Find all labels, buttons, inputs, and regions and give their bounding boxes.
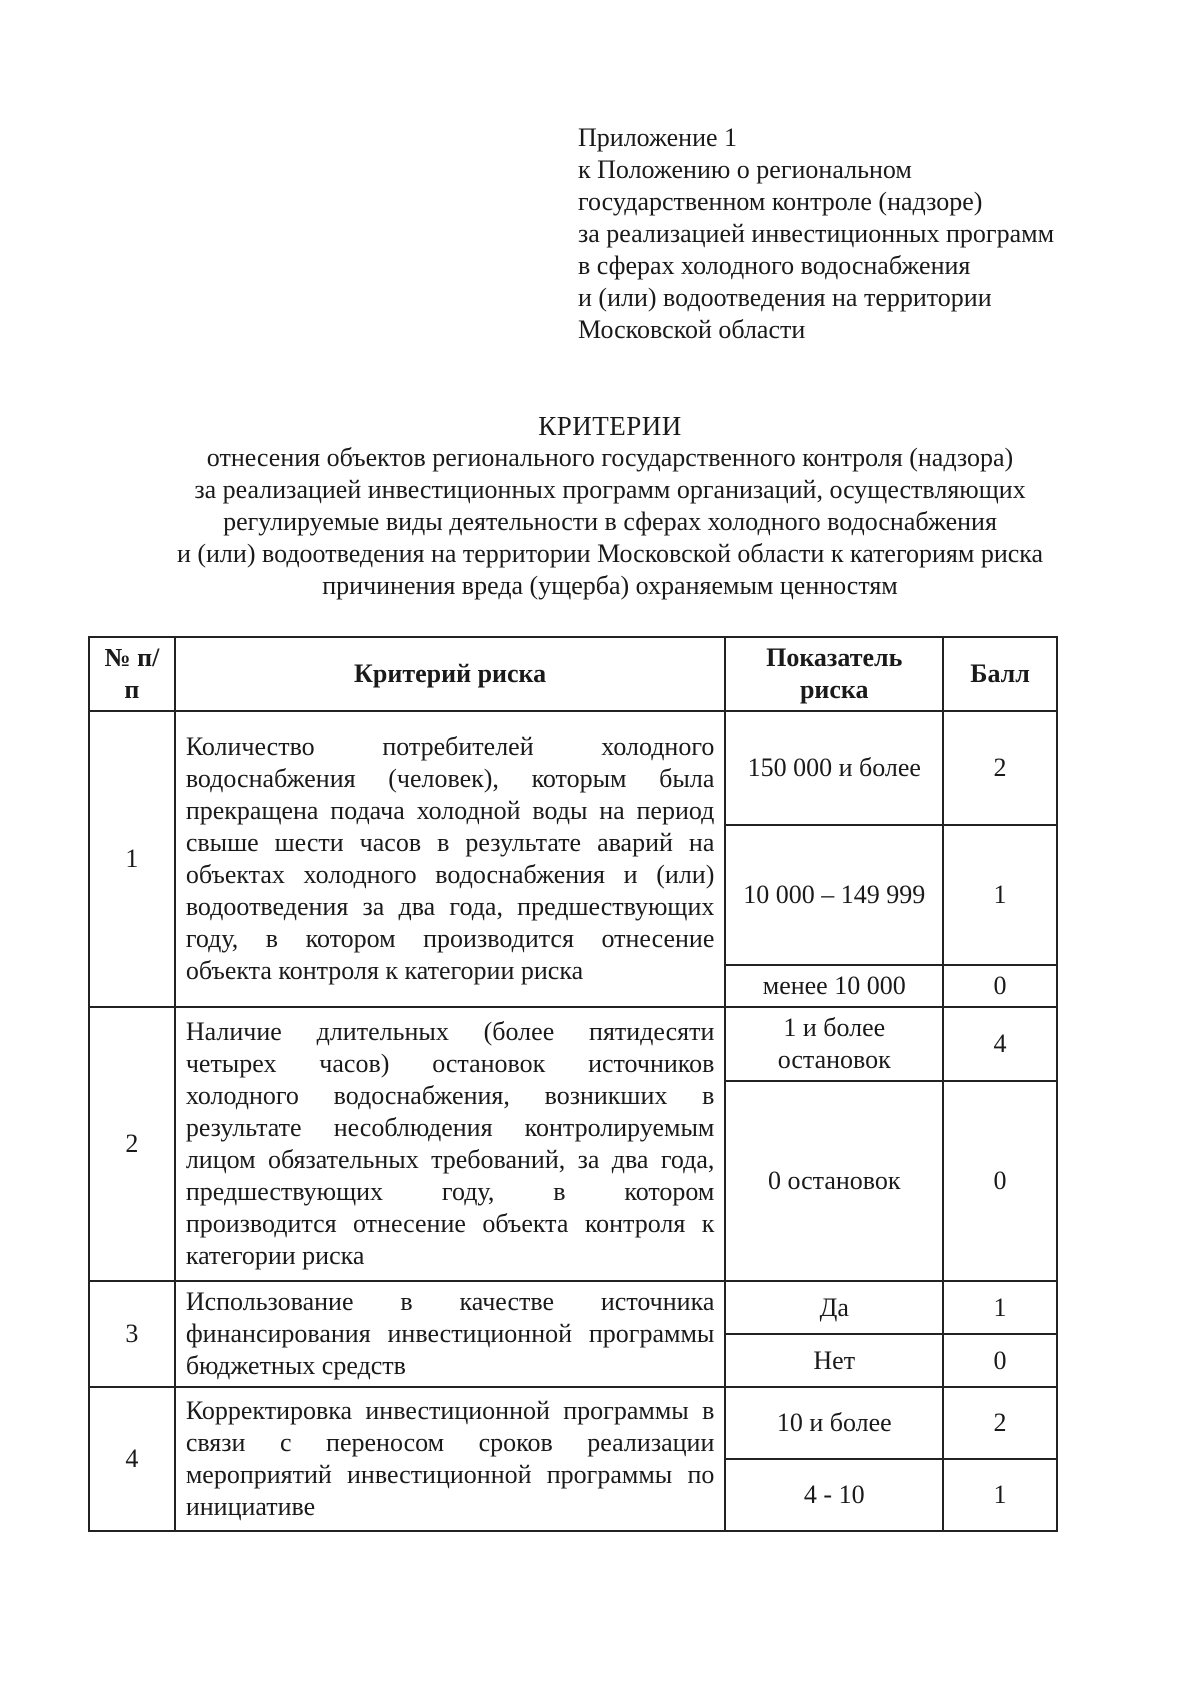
appendix-line: в сферах холодного водоснабжения bbox=[578, 251, 971, 280]
appendix-line: Приложение 1 bbox=[578, 123, 738, 152]
row-indicator: Нет bbox=[725, 1334, 943, 1387]
header-criterion: Критерий риска bbox=[175, 637, 726, 711]
table-row bbox=[89, 711, 1057, 825]
row-indicator: 10 и более bbox=[725, 1387, 943, 1459]
row-criterion: Количество потребителей холодного водоснабжения (человек), которым была прекращена подача холодной воды на период свыше шести часов в результате аварий на объектах холодного водоснабжения и (или) водоотведения за два года, предшествующих году, в котором производится отнесение объекта контроля к категории риска bbox=[175, 711, 726, 1007]
row-score: 2 bbox=[943, 1387, 1057, 1459]
row-criterion: Наличие длительных (более пятидесяти четырех часов) остановок источников холодного водоснабжения, возникших в результате несоблюдения контролируемым лицом обязательных требований, за два года, предшествующих году, в котором производится отнесение объекта контроля к категории риска bbox=[175, 1007, 726, 1281]
document-heading bbox=[140, 410, 1080, 602]
subtitle-line: регулируемые виды деятельности в сферах холодного водоснабжения bbox=[223, 507, 997, 536]
row-indicator: 10 000 – 149 999 bbox=[725, 825, 943, 965]
row-indicator: 150 000 и более bbox=[725, 711, 943, 825]
criteria-table bbox=[88, 636, 1058, 1532]
header-indicator: Показатель риска bbox=[725, 637, 943, 711]
row-score: 0 bbox=[943, 1081, 1057, 1281]
appendix-line: и (или) водоотведения на территории bbox=[578, 283, 992, 312]
header-num: № п/п bbox=[89, 637, 175, 711]
row-score: 4 bbox=[943, 1007, 1057, 1081]
appendix-block bbox=[578, 122, 1138, 346]
document-title: КРИТЕРИИ bbox=[538, 411, 682, 441]
subtitle-line: отнесения объектов регионального государственного контроля (надзора) bbox=[206, 443, 1014, 472]
row-score: 0 bbox=[943, 1334, 1057, 1387]
row-indicator: 1 и более остановок bbox=[725, 1007, 943, 1081]
appendix-line: к Положению о региональном bbox=[578, 155, 912, 184]
row-indicator: 0 остановок bbox=[725, 1081, 943, 1281]
appendix-line: государственном контроле (надзоре) bbox=[578, 187, 983, 216]
subtitle-line: причинения вреда (ущерба) охраняемым ценностям bbox=[322, 571, 898, 600]
row-number: 1 bbox=[89, 711, 175, 1007]
header-score: Балл bbox=[943, 637, 1057, 711]
row-score: 2 bbox=[943, 711, 1057, 825]
table-row bbox=[89, 1007, 1057, 1081]
row-number: 4 bbox=[89, 1387, 175, 1531]
row-score: 0 bbox=[943, 965, 1057, 1007]
table-header-row bbox=[89, 637, 1057, 711]
row-indicator: 4 - 10 bbox=[725, 1459, 943, 1531]
subtitle-line: и (или) водоотведения на территории Московской области к категориям риска bbox=[176, 539, 1044, 568]
row-score: 1 bbox=[943, 1281, 1057, 1334]
row-score: 1 bbox=[943, 1459, 1057, 1531]
row-score: 1 bbox=[943, 825, 1057, 965]
row-criterion: Использование в качестве источника финансирования инвестиционной программы бюджетных средств bbox=[175, 1281, 726, 1387]
table-row bbox=[89, 1387, 1057, 1459]
table-row bbox=[89, 1281, 1057, 1334]
row-indicator: Да bbox=[725, 1281, 943, 1334]
row-number: 2 bbox=[89, 1007, 175, 1281]
row-number: 3 bbox=[89, 1281, 175, 1387]
row-criterion: Корректировка инвестиционной программы в связи с переносом сроков реализации мероприятий инвестиционной программы по инициативе bbox=[175, 1387, 726, 1531]
row-indicator: менее 10 000 bbox=[725, 965, 943, 1007]
appendix-line: за реализацией инвестиционных программ bbox=[578, 219, 1055, 248]
subtitle-line: за реализацией инвестиционных программ организаций, осуществляющих bbox=[194, 475, 1026, 504]
appendix-line: Московской области bbox=[578, 315, 806, 344]
